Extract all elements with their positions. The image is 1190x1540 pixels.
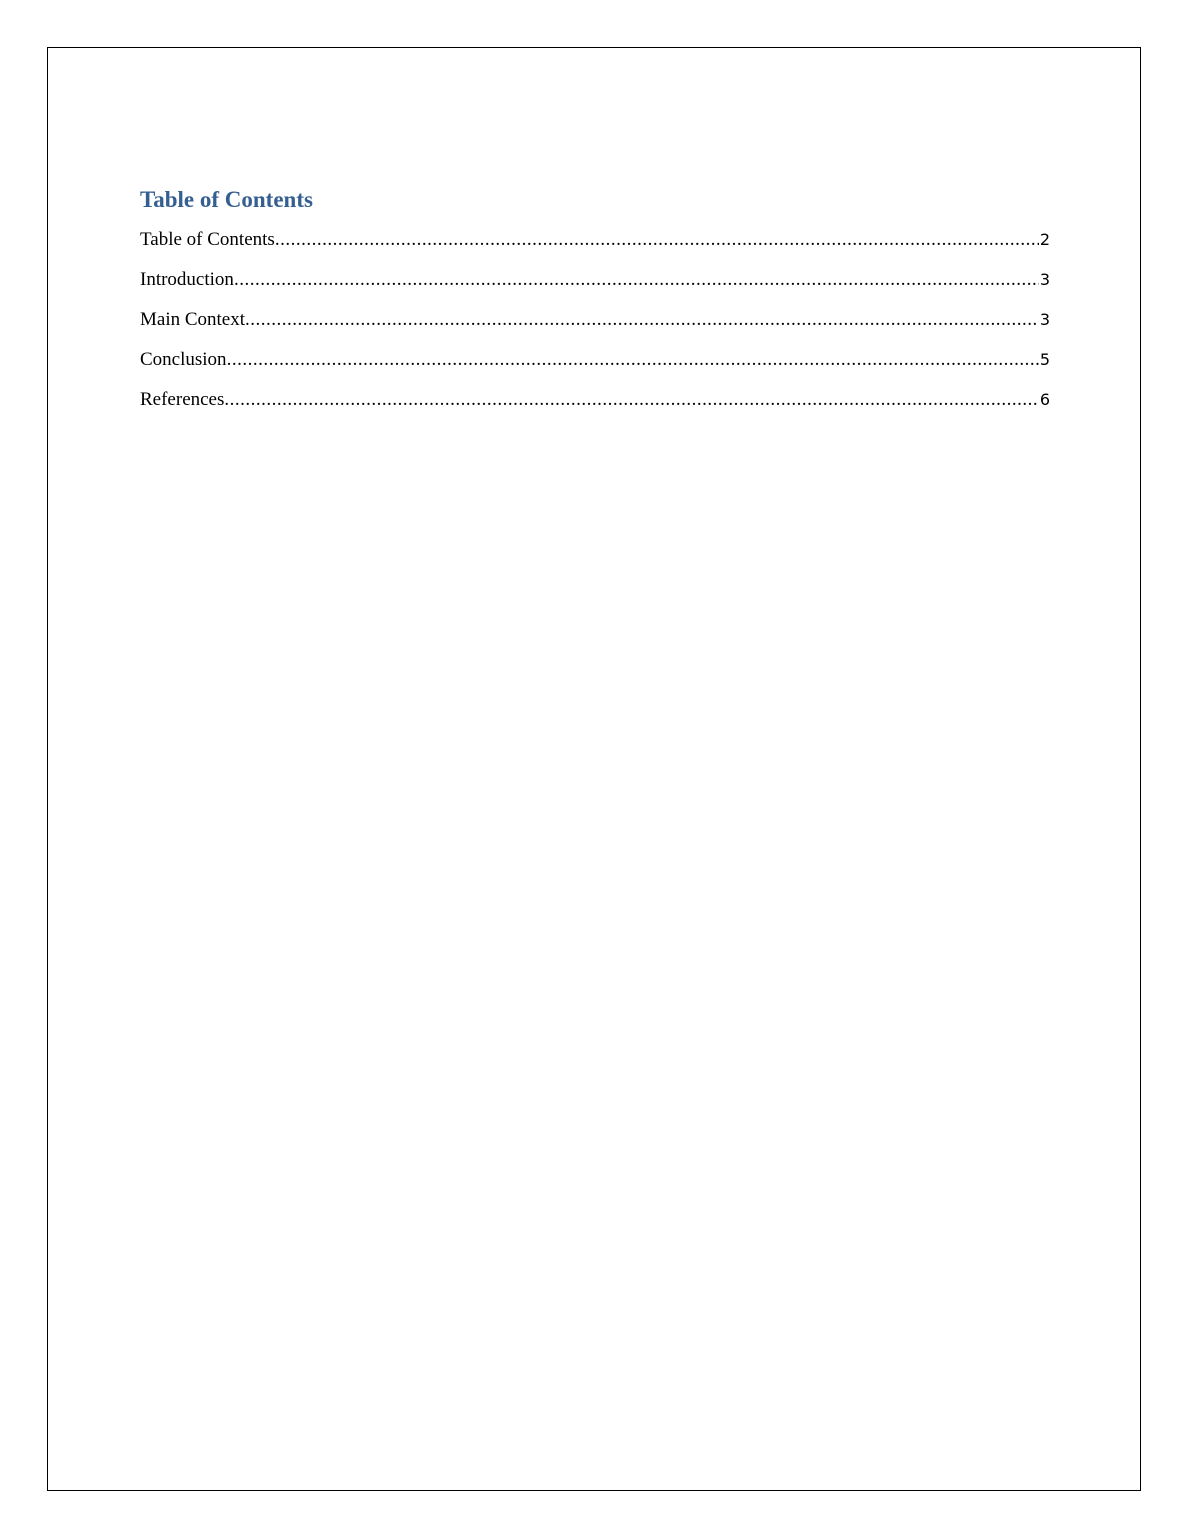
dot-leader: [245, 307, 1039, 333]
toc-entry-page-number: 3: [1039, 270, 1050, 289]
toc-heading: Table of Contents: [140, 187, 313, 212]
table-of-contents: [140, 227, 1050, 427]
toc-entry-page-number: 5: [1039, 350, 1050, 369]
toc-entry-page-number: 2: [1039, 230, 1050, 249]
toc-entry-table-of-contents[interactable]: [140, 227, 1050, 267]
toc-entry-title[interactable]: Introduction: [140, 269, 234, 290]
toc-entry-conclusion[interactable]: [140, 347, 1050, 387]
toc-entry-page-number: 6: [1039, 390, 1050, 409]
toc-entry-title[interactable]: Table of Contents: [140, 229, 275, 250]
toc-entry-main-context[interactable]: [140, 307, 1050, 347]
toc-entry-title[interactable]: Main Context: [140, 309, 246, 330]
dot-leader: [224, 387, 1038, 413]
toc-entry-title[interactable]: Conclusion: [140, 349, 227, 370]
toc-entry-references[interactable]: [140, 387, 1050, 427]
toc-entry-page-number: 3: [1039, 310, 1050, 329]
dot-leader: [234, 267, 1039, 293]
toc-entry-introduction[interactable]: [140, 267, 1050, 307]
dot-leader: [275, 227, 1039, 253]
toc-entry-title[interactable]: References: [140, 389, 225, 410]
dot-leader: [227, 347, 1039, 373]
